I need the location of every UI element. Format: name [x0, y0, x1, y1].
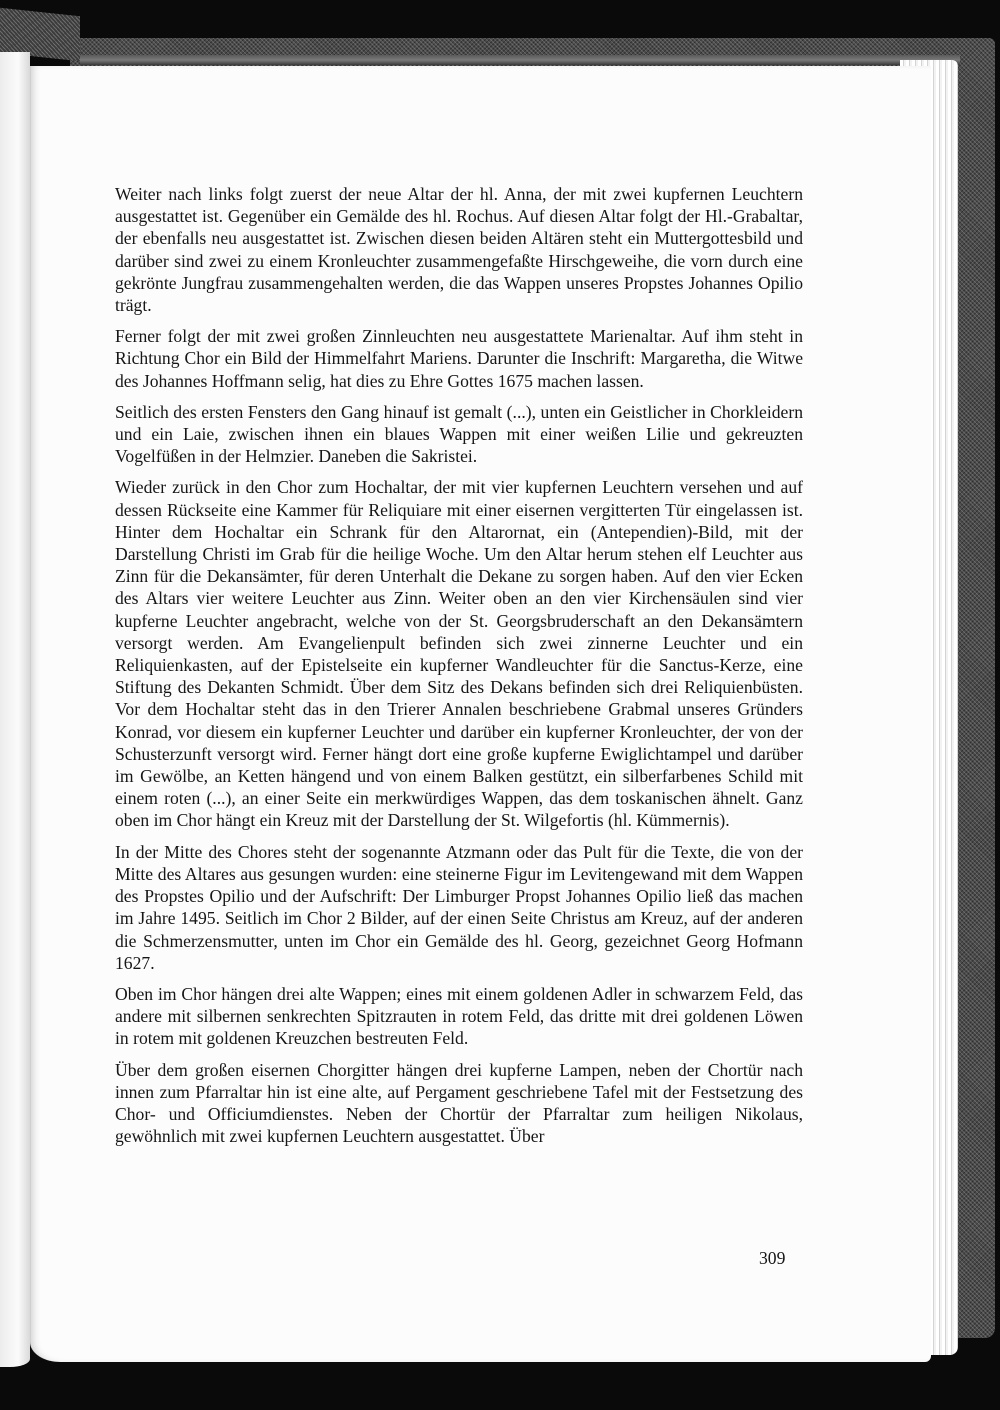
cover-edge	[80, 55, 960, 65]
book-page	[30, 66, 931, 1362]
paragraph: Wieder zurück in den Chor zum Hochaltar, der mit vier kupfernen Leuchtern versehen und auf dessen Rückseite eine Kammer für Reliquiare mit einer eisernen vergitterten Tür eingelassen ist. Hinter dem Hochaltar ein Schrank für den Altarornat, ein (Antependien)-Bild, mit der Darstellung Christi im Grab für die heilige Woche. Um den Altar herum stehen elf Leuchter aus Zinn für die Dekansämter, für deren Unterhalt die Dekane zu sorgen haben. Auf den vier Ecken des Altars vier weitere Leuchter aus Zinn. Weiter oben an den vier Kirchensäulen sind vier kupferne Leuchter angebracht, welche von der St. Georgsbruderschaft an den Dekansämtern versorgt werden. Am Evangelienpult befinden sich zwei zinnerne Leuchter und ein Reliquienkasten, auf der Epistelseite ein kupferner Wandleuchter für die Sanctus-Kerze, eine Stiftung des Dekanten Schmidt. Über dem Sitz des Dekans befinden sich drei Reliquienbüsten. Vor dem Hochaltar steht das in den Trierer Annalen beschriebene Grabmal unseres Gründers Konrad, vor diesem ein kupferner Leuchter und darüber ein kupferner Kronleuchter, der von der Schusterzunft versorgt wird. Ferner hängt dort eine große kupferne Ewiglichtampel und darüber im Gewölbe, an Ketten hängend und von einem Balken gestützt, ein silberfarbenes Schild mit einem roten (...), an einer Seite ein merkwürdiges Wappen, das dem toskanischen ähnelt. Ganz oben im Chor hängt ein Kreuz mit der Darstellung der St. Wilgefortis (hl. Kümmernis).	[115, 477, 803, 831]
body-text	[115, 183, 803, 1156]
paragraph: Oben im Chor hängen drei alte Wappen; eines mit einem goldenen Adler in schwarzem Feld, das andere mit silbernen senkrechten Spitzrauten in rotem Feld, das dritte mit drei goldenen Löwen in rotem mit goldenen Kreuzchen bestreuten Feld.	[115, 983, 803, 1049]
paragraph: Weiter nach links folgt zuerst der neue Altar der hl. Anna, der mit zwei kupfernen Leuchtern ausgestattet ist. Gegenüber ein Gemälde des hl. Rochus. Auf diesen Altar folgt der Hl.-Grabaltar, der ebenfalls neu ausgestattet ist. Zwischen diesen beiden Altären steht ein Muttergottesbild und darüber sind zwei zu einem Kronleuchter zusammengefaßte Hirschgeweihe, die vorn durch eine gekrönte Jungfrau zusammengehalten werden, die das Wappen unseres Propstes Johannes Opilio trägt.	[115, 184, 803, 316]
paragraph: In der Mitte des Chores steht der sogenannte Atzmann oder das Pult für die Texte, die von der Mitte des Altares aus gesungen wurden: eine steinerne Figur im Levitengewand mit dem Wappen des Propstes Opilio und der Aufschrift: Der Limburger Propst Johannes Opilio ließ das machen im Jahre 1495. Seitlich im Chor 2 Bilder, auf der einen Seite Christus am Kreuz, auf der anderen die Schmerzensmutter, unten im Chor ein Gemälde des hl. Georg, gezeichnet Georg Hofmann 1627.	[115, 841, 803, 973]
paragraph: Über dem großen eisernen Chorgitter hängen drei kupferne Lampen, neben der Chortür nach innen zum Pfarraltar hin ist eine alte, auf Pergament geschriebene Tafel mit der Festsetzung des Chor- und Officiumdienstes. Neben der Chortür der Pfarraltar zum heiligen Nikolaus, gewöhnlich mit zwei kupfernen Leuchtern ausgestattet. Über	[115, 1059, 803, 1147]
paragraph: Ferner folgt der mit zwei großen Zinnleuchten neu ausgestattete Marienaltar. Auf ihm steht in Richtung Chor ein Bild der Himmelfahrt Mariens. Darunter die Inschrift: Margaretha, die Witwe des Johannes Hoffmann selig, hat dies zu Ehre Gottes 1675 machen lassen.	[115, 326, 803, 391]
page-number: 309	[759, 1248, 786, 1268]
paragraph: Seitlich des ersten Fensters den Gang hinauf ist gemalt (...), unten ein Geistlicher in Chorkleidern und ein Laie, zwischen ihnen ein blaues Wappen mit einer weißen Lilie und gekreuzten Vogelfüßen in der Helmzier. Daneben die Sakristei.	[115, 401, 803, 467]
facing-page-edge	[0, 52, 30, 1367]
